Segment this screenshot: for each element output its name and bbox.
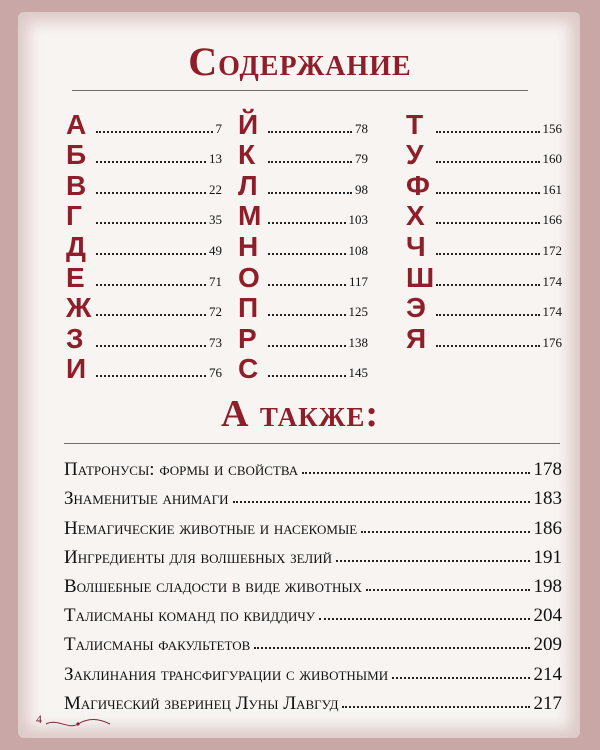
index-entry[interactable] bbox=[66, 353, 222, 384]
leader-dots bbox=[366, 588, 529, 591]
leader-dots bbox=[436, 283, 540, 286]
index-letter: П bbox=[238, 292, 259, 324]
index-letter: Е bbox=[66, 261, 85, 293]
leader-dots bbox=[436, 313, 540, 316]
leader-dots bbox=[96, 221, 206, 224]
index-page: 161 bbox=[542, 181, 562, 197]
also-entry-page: 178 bbox=[533, 459, 562, 481]
index-letter: Б bbox=[66, 139, 87, 171]
also-entry[interactable] bbox=[64, 538, 562, 567]
also-list bbox=[64, 450, 562, 713]
flourish-ornament-icon bbox=[44, 718, 112, 730]
index-entry[interactable] bbox=[406, 230, 562, 261]
index-entry[interactable] bbox=[238, 322, 368, 353]
index-page: 176 bbox=[542, 334, 562, 350]
index-entry[interactable] bbox=[238, 139, 368, 170]
leader-dots bbox=[436, 252, 540, 255]
index-page: 49 bbox=[209, 242, 222, 258]
index-page: 7 bbox=[215, 120, 222, 136]
index-entry[interactable] bbox=[66, 200, 222, 231]
leader-dots bbox=[268, 221, 346, 224]
index-page: 78 bbox=[355, 120, 368, 136]
index-page: 35 bbox=[209, 212, 222, 228]
also-entry-label: Талисманы команд по квиддичу bbox=[64, 605, 316, 627]
index-entry[interactable] bbox=[406, 169, 562, 200]
index-entry[interactable] bbox=[406, 292, 562, 323]
leader-dots bbox=[96, 130, 213, 133]
index-entry[interactable] bbox=[238, 108, 368, 139]
index-entry[interactable] bbox=[66, 108, 222, 139]
also-entry[interactable] bbox=[64, 450, 562, 479]
leader-dots bbox=[268, 191, 352, 194]
also-entry-label: Талисманы факультетов bbox=[64, 634, 251, 656]
leader-dots bbox=[254, 646, 529, 649]
leader-dots bbox=[96, 283, 206, 286]
index-entry[interactable] bbox=[66, 322, 222, 353]
also-entry-page: 191 bbox=[533, 546, 562, 568]
index-entry[interactable] bbox=[66, 139, 222, 170]
index-page: 138 bbox=[348, 334, 368, 350]
leader-dots bbox=[96, 344, 206, 347]
index-page: 76 bbox=[209, 365, 222, 381]
index-entry[interactable] bbox=[238, 292, 368, 323]
leader-dots bbox=[392, 676, 529, 679]
also-entry-label: Магический зверинец Луны Лавгуд bbox=[64, 692, 339, 714]
index-letter: Ч bbox=[406, 230, 426, 262]
index-column-1 bbox=[66, 108, 222, 383]
index-page: 172 bbox=[542, 242, 562, 258]
index-letter: Й bbox=[238, 108, 259, 140]
index-entry[interactable] bbox=[406, 139, 562, 170]
index-entry[interactable] bbox=[66, 169, 222, 200]
index-page: 174 bbox=[542, 273, 562, 289]
index-letter: Э bbox=[406, 292, 426, 324]
also-entry-label: Немагические животные и насекомые bbox=[64, 517, 358, 539]
leader-dots bbox=[361, 530, 529, 533]
also-entry-page: 214 bbox=[533, 663, 562, 685]
leader-dots bbox=[268, 313, 346, 316]
index-letter: Ш bbox=[406, 261, 435, 293]
leader-dots bbox=[336, 559, 529, 562]
also-entry[interactable] bbox=[64, 684, 562, 713]
also-entry-page: 204 bbox=[533, 605, 562, 627]
index-page: 108 bbox=[348, 242, 368, 258]
index-entry[interactable] bbox=[406, 108, 562, 139]
also-entry[interactable] bbox=[64, 654, 562, 683]
leader-dots bbox=[268, 283, 346, 286]
index-column-3 bbox=[406, 108, 562, 353]
index-page: 145 bbox=[348, 365, 368, 381]
leader-dots bbox=[436, 160, 540, 163]
index-page: 103 bbox=[348, 212, 368, 228]
leader-dots bbox=[268, 130, 352, 133]
also-title: А также: bbox=[220, 393, 380, 435]
also-entry-page: 217 bbox=[533, 692, 562, 714]
leader-dots bbox=[96, 160, 206, 163]
also-entry[interactable] bbox=[64, 508, 562, 537]
leader-dots bbox=[96, 313, 206, 316]
index-letter: Л bbox=[238, 169, 258, 201]
also-entry-page: 198 bbox=[533, 575, 562, 597]
leader-dots bbox=[268, 374, 346, 377]
also-entry[interactable] bbox=[64, 596, 562, 625]
leader-dots bbox=[96, 374, 206, 377]
also-entry[interactable] bbox=[64, 625, 562, 654]
leader-dots bbox=[436, 221, 540, 224]
index-entry[interactable] bbox=[66, 230, 222, 261]
index-page: 125 bbox=[348, 304, 368, 320]
index-column-2 bbox=[238, 108, 368, 383]
leader-dots bbox=[436, 191, 540, 194]
title-divider bbox=[72, 90, 528, 91]
leader-dots bbox=[342, 705, 529, 708]
index-page: 73 bbox=[209, 334, 222, 350]
also-entry[interactable] bbox=[64, 479, 562, 508]
index-letter: Г bbox=[66, 200, 82, 232]
index-entry[interactable] bbox=[238, 261, 368, 292]
leader-dots bbox=[268, 344, 346, 347]
index-page: 166 bbox=[542, 212, 562, 228]
index-letter: В bbox=[66, 169, 87, 201]
index-letter: Р bbox=[238, 322, 257, 354]
index-letter: Х bbox=[406, 200, 425, 232]
index-letter: Ф bbox=[406, 169, 430, 201]
leader-dots bbox=[268, 252, 346, 255]
index-letter: О bbox=[238, 261, 260, 293]
index-entry[interactable] bbox=[238, 353, 368, 384]
index-letter: И bbox=[66, 353, 87, 385]
also-entry-label: Знаменитые анимаги bbox=[64, 488, 229, 510]
index-letter: Н bbox=[238, 230, 259, 262]
leader-dots bbox=[319, 617, 529, 620]
index-entry[interactable] bbox=[406, 322, 562, 353]
index-letter: Я bbox=[406, 322, 427, 354]
index-page: 13 bbox=[209, 151, 222, 167]
index-entry[interactable] bbox=[238, 230, 368, 261]
leader-dots bbox=[436, 344, 540, 347]
index-entry[interactable] bbox=[238, 169, 368, 200]
index-letter: Ж bbox=[66, 292, 92, 324]
leader-dots bbox=[302, 471, 529, 474]
index-letter: М bbox=[238, 200, 262, 232]
index-letter: З bbox=[66, 322, 84, 354]
index-page: 117 bbox=[348, 273, 368, 289]
index-letter: Д bbox=[66, 230, 86, 262]
index-page: 156 bbox=[542, 120, 562, 136]
also-entry[interactable] bbox=[64, 567, 562, 596]
index-page: 71 bbox=[209, 273, 222, 289]
index-letter: А bbox=[66, 108, 87, 140]
also-entry-label: Ингредиенты для волшебных зелий bbox=[64, 546, 333, 568]
leader-dots bbox=[436, 130, 540, 133]
also-entry-label: Волшебные сладости в виде животных bbox=[64, 575, 363, 597]
index-letter: Т bbox=[406, 108, 424, 140]
page-title: Содержание bbox=[188, 39, 412, 84]
index-letter: У bbox=[406, 139, 424, 171]
index-page: 160 bbox=[542, 151, 562, 167]
page-number: 4 bbox=[36, 712, 42, 726]
index-page: 174 bbox=[542, 304, 562, 320]
also-entry-page: 183 bbox=[533, 488, 562, 510]
also-entry-page: 209 bbox=[533, 634, 562, 656]
index-letter: С bbox=[238, 353, 259, 385]
leader-dots bbox=[233, 500, 530, 503]
also-entry-page: 186 bbox=[533, 517, 562, 539]
index-entry[interactable] bbox=[238, 200, 368, 231]
leader-dots bbox=[96, 252, 206, 255]
index-page: 72 bbox=[209, 304, 222, 320]
index-page: 79 bbox=[355, 151, 368, 167]
index-entry[interactable] bbox=[66, 261, 222, 292]
also-divider bbox=[64, 443, 560, 444]
index-page: 22 bbox=[209, 181, 222, 197]
also-entry-label: Патронусы: формы и свойства bbox=[64, 459, 299, 481]
index-entry[interactable] bbox=[406, 200, 562, 231]
index-entry[interactable] bbox=[66, 292, 222, 323]
index-letter: К bbox=[238, 139, 256, 171]
leader-dots bbox=[96, 191, 206, 194]
leader-dots bbox=[268, 160, 352, 163]
index-entry[interactable] bbox=[406, 261, 562, 292]
index-page: 98 bbox=[355, 181, 368, 197]
also-entry-label: Заклинания трансфигурации с животными bbox=[64, 663, 389, 685]
